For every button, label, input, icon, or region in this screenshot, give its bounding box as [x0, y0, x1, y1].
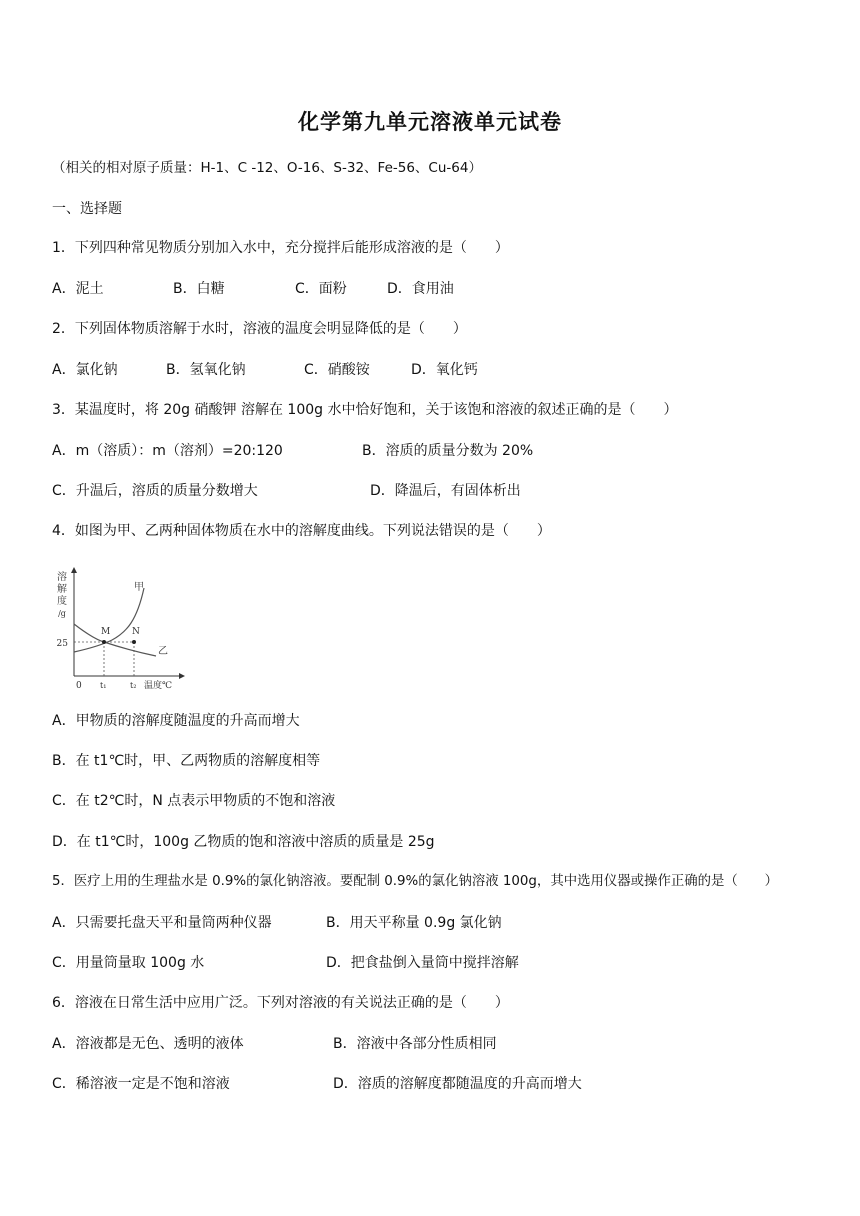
point-m [102, 640, 106, 644]
q2-option-d: D．氧化钙 [411, 362, 478, 378]
x-origin: 0 [76, 681, 82, 691]
y-label-2: 解 [57, 584, 67, 595]
atomic-mass-note: （相关的相对原子质量：H-1、C -12、O-16、S-32、Fe-56、Cu-64） [52, 160, 482, 176]
label-m: M [101, 627, 111, 637]
q6-option-b: B．溶液中各部分性质相同 [333, 1036, 497, 1052]
y-label-3: 度 [57, 596, 67, 607]
solubility-curve-figure [52, 560, 192, 696]
q2-option-c: C．硝酸铵 [304, 362, 370, 378]
q3-option-c: C．升温后，溶质的质量分数增大 [52, 483, 258, 499]
q6-option-c: C．稀溶液一定是不饱和溶液 [52, 1076, 230, 1092]
q3-option-b: B．溶质的质量分数为 20% [362, 443, 534, 459]
x-t1: t₁ [100, 681, 107, 690]
q1-option-c: C．面粉 [295, 281, 347, 297]
label-yi: 乙 [158, 646, 168, 657]
q6-option-d: D．溶质的溶解度都随温度的升高而增大 [333, 1076, 582, 1092]
q4-option-a: A．甲物质的溶解度随温度的升高而增大 [52, 713, 300, 729]
q1-option-a: A．泥土 [52, 281, 104, 297]
point-n [132, 640, 136, 644]
label-n: N [132, 627, 140, 637]
question-4-stem: 4．如图为甲、乙两种固体物质在水中的溶解度曲线。下列说法错误的是（ ） [52, 523, 551, 539]
question-3-stem: 3．某温度时，将 20g 硝酸钾 溶解在 100g 水中恰好饱和，关于该饱和溶液的叙述正确的是（ ） [52, 402, 678, 418]
q4-option-c: C．在 t2℃时，N 点表示甲物质的不饱和溶液 [52, 793, 336, 809]
q5-option-a: A．只需要托盘天平和量筒两种仪器 [52, 915, 272, 931]
label-jia: 甲 [134, 582, 144, 593]
q5-option-d: D．把食盐倒入量筒中搅拌溶解 [326, 955, 519, 971]
x-t2: t₂ [130, 681, 137, 690]
section-heading: 一、选择题 [52, 201, 122, 217]
question-6-stem: 6．溶液在日常生活中应用广泛。下列对溶液的有关说法正确的是（ ） [52, 995, 509, 1011]
q5-option-b: B．用天平称量 0.9g 氯化钠 [326, 915, 502, 931]
q3-option-d: D．降温后，有固体析出 [370, 483, 521, 499]
q5-option-c: C．用量筒量取 100g 水 [52, 955, 205, 971]
y-tick-25: 25 [56, 639, 68, 649]
q1-option-b: B．白糖 [173, 281, 225, 297]
exam-title: 化学第九单元溶液单元试卷 [298, 110, 562, 134]
y-label-1: 溶 [57, 572, 67, 583]
q2-option-a: A．氯化钠 [52, 362, 118, 378]
q4-option-b: B．在 t1℃时，甲、乙两物质的溶解度相等 [52, 753, 321, 769]
q2-option-b: B．氢氧化钠 [166, 362, 246, 378]
q1-option-d: D．食用油 [387, 281, 454, 297]
q6-option-a: A．溶液都是无色、透明的液体 [52, 1036, 244, 1052]
question-2-stem: 2．下列固体物质溶解于水时，溶液的温度会明显降低的是（ ） [52, 321, 467, 337]
y-label-4: /g [58, 609, 66, 618]
curve-yi [74, 624, 156, 656]
x-label: 温度℃ [144, 681, 173, 691]
question-5-stem: 5．医疗上用的生理盐水是 0.9%的氯化钠溶液。要配制 0.9%的氯化钠溶液 100g，其中选用仪器或操作正确的是（ ） [52, 874, 778, 889]
question-1-stem: 1．下列四种常见物质分别加入水中，充分搅拌后能形成溶液的是（ ） [52, 240, 509, 256]
q4-option-d: D．在 t1℃时，100g 乙物质的饱和溶液中溶质的质量是 25g [52, 834, 435, 850]
q3-option-a: A．m（溶质）：m（溶剂）=20:120 [52, 443, 283, 459]
